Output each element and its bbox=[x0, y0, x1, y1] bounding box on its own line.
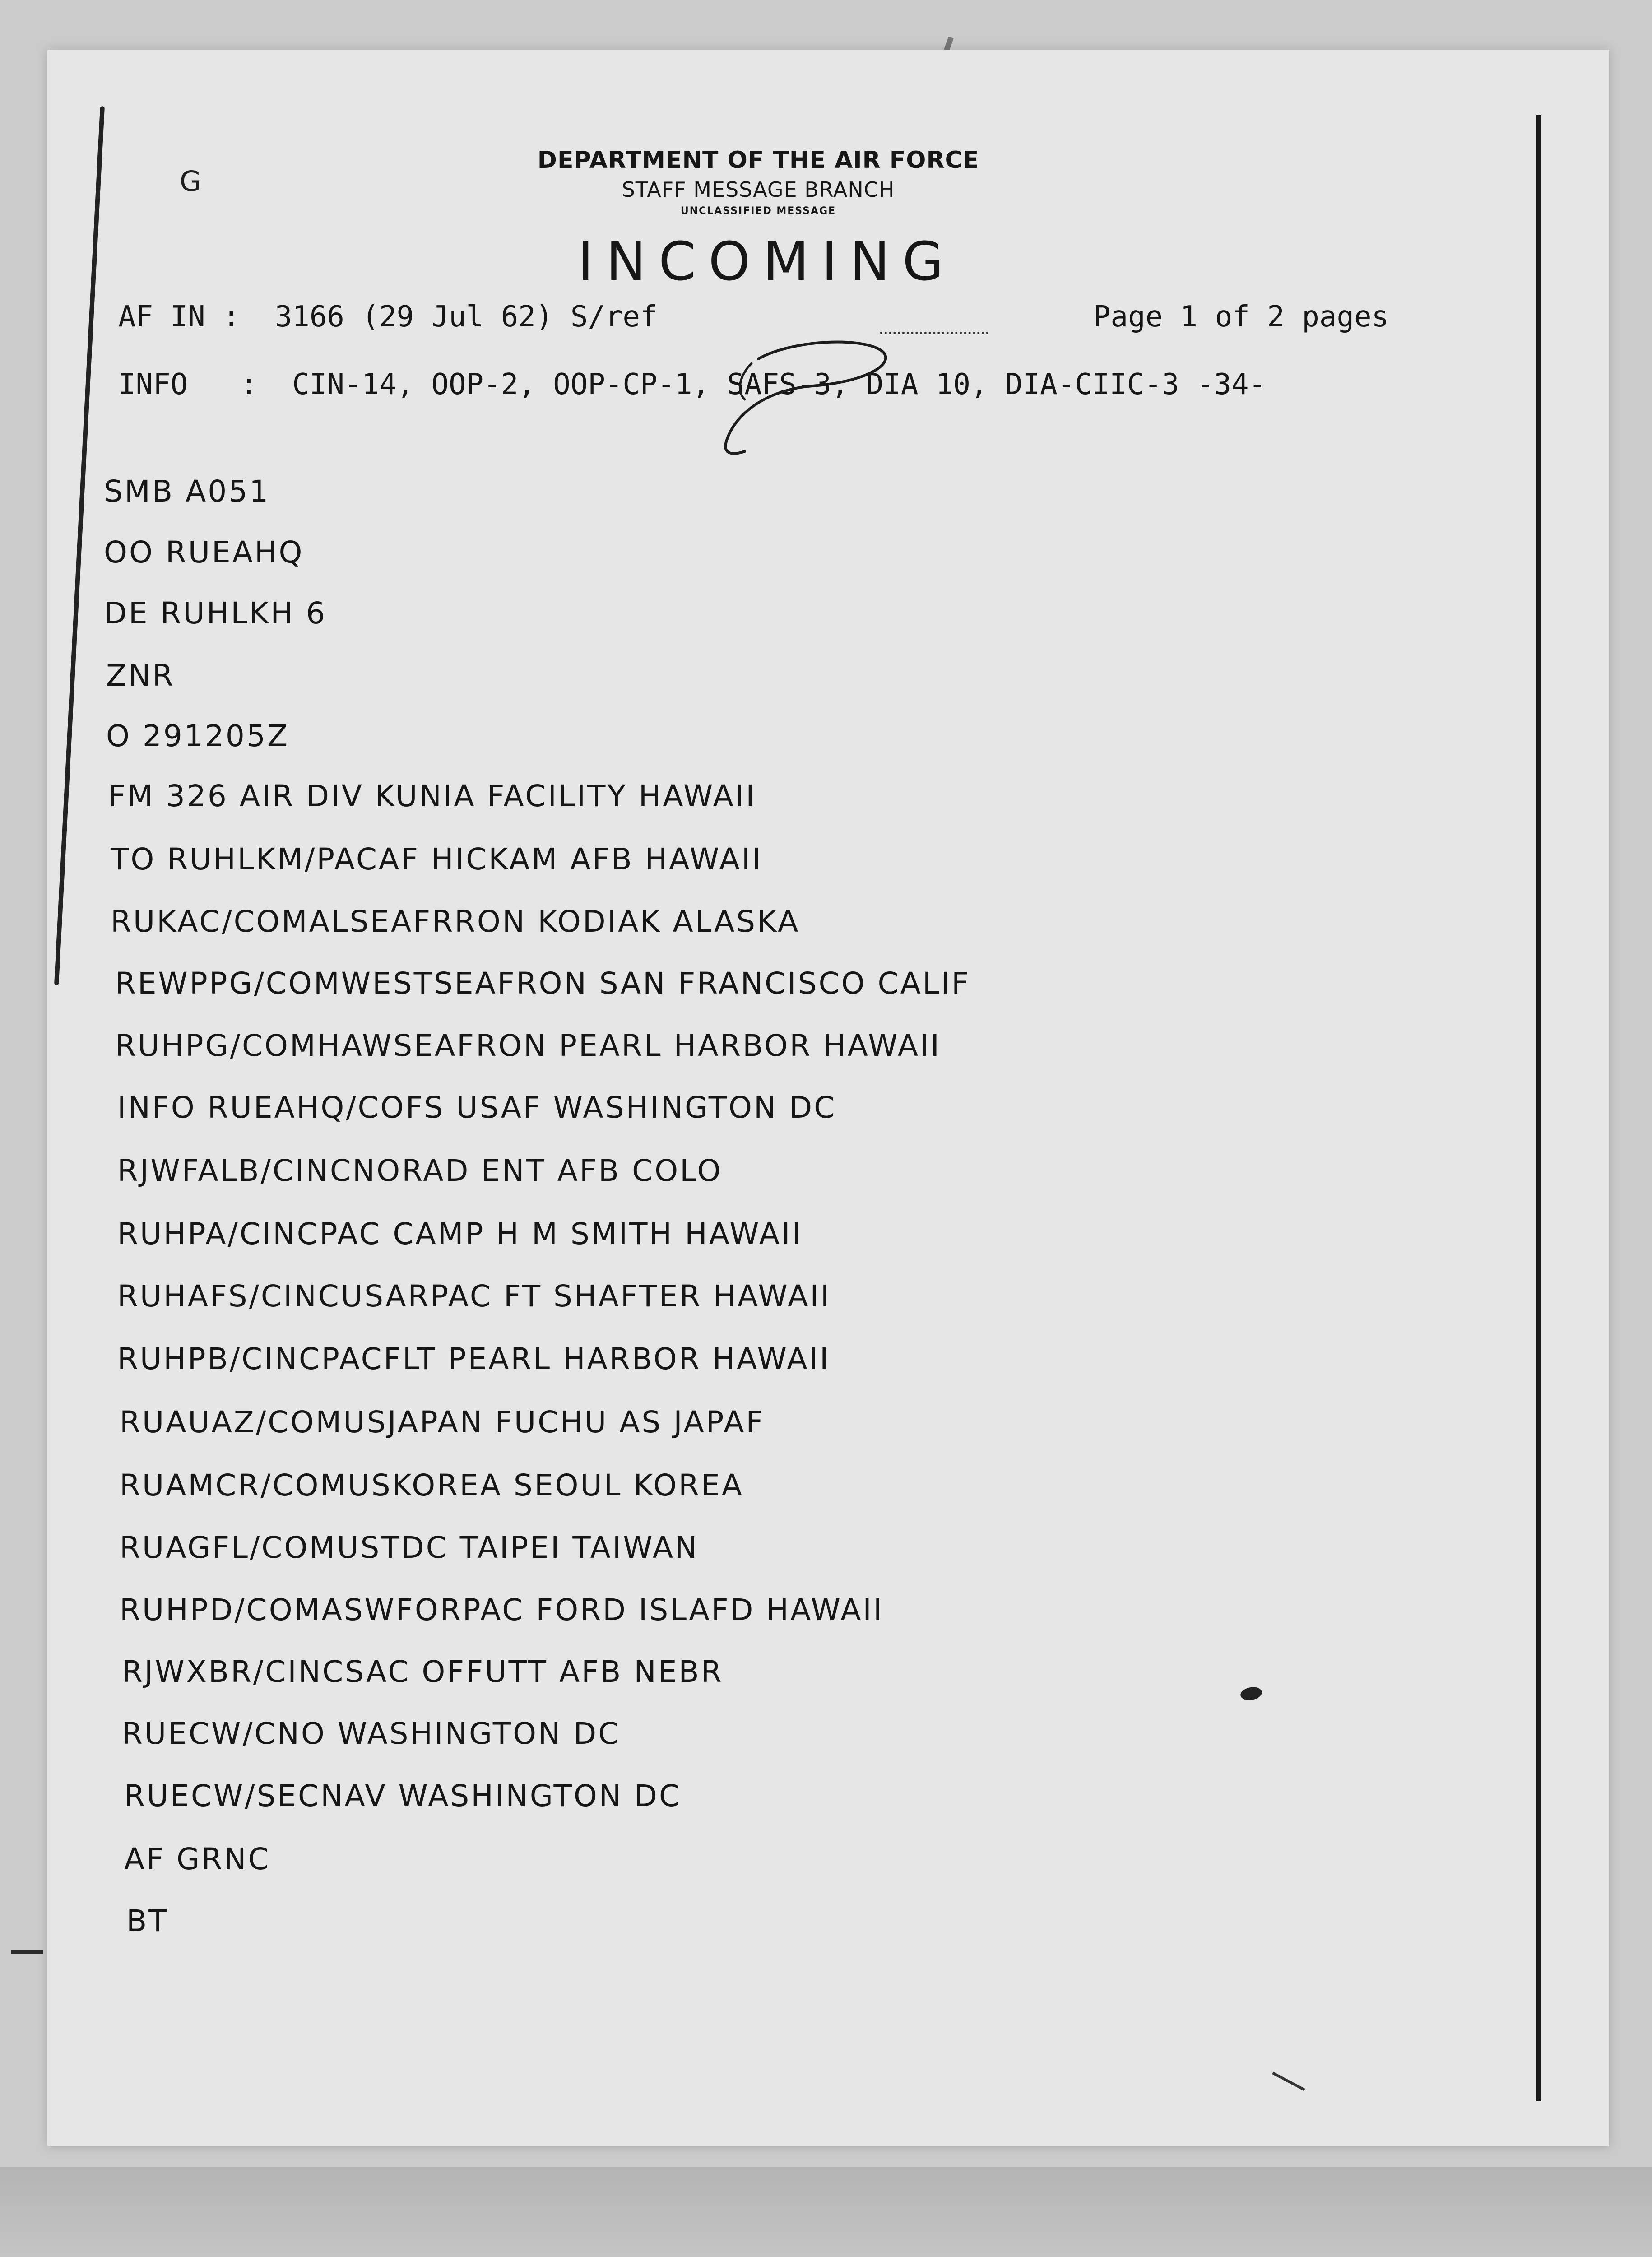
margin-dash bbox=[11, 1950, 43, 1954]
message-line: RUKAC/COMALSEAFRRON KODIAK ALASKA bbox=[111, 904, 800, 939]
message-line: AF GRNC bbox=[124, 1842, 271, 1876]
message-line: OO RUEAHQ bbox=[104, 535, 304, 570]
message-line: REWPPG/COMWESTSEAFRON SAN FRANCISCO CALIF bbox=[115, 966, 970, 1001]
message-line: DE RUHLKH 6 bbox=[104, 596, 327, 631]
letterhead bbox=[533, 147, 984, 217]
info-distribution: INFO : CIN-14, OOP-2, OOP-CP-1, SAFS-3, DIA 10, DIA-CIIC-3 -34- bbox=[118, 368, 1267, 401]
message-line: RUHPB/CINCPACFLT PEARL HARBOR HAWAII bbox=[117, 1342, 831, 1376]
message-line: RUAMCR/COMUSKOREA SEOUL KOREA bbox=[120, 1468, 744, 1503]
message-line: BT bbox=[126, 1904, 169, 1938]
message-line: TO RUHLKM/PACAF HICKAM AFB HAWAII bbox=[111, 842, 763, 877]
message-line: RUHAFS/CINCUSARPAC FT SHAFTER HAWAII bbox=[117, 1279, 831, 1314]
message-line: RUHPD/COMASWFORPAC FORD ISLAFD HAWAII bbox=[120, 1593, 884, 1627]
message-line: SMB A051 bbox=[104, 474, 270, 509]
message-line: RJWXBR/CINCSAC OFFUTT AFB NEBR bbox=[122, 1654, 724, 1689]
scan-background bbox=[0, 2167, 1652, 2257]
message-line: RJWFALB/CINCNORAD ENT AFB COLO bbox=[117, 1153, 723, 1188]
classification-label: UNCLASSIFIED MESSAGE bbox=[680, 205, 836, 217]
margin-line-right bbox=[1536, 115, 1541, 2101]
message-line: RUHPG/COMHAWSEAFRON PEARL HARBOR HAWAII bbox=[115, 1028, 941, 1063]
message-type-title: INCOMING bbox=[578, 230, 956, 293]
message-line: RUECW/SECNAV WASHINGTON DC bbox=[124, 1779, 682, 1813]
handwritten-circle-mark bbox=[709, 332, 961, 467]
message-line: RUECW/CNO WASHINGTON DC bbox=[122, 1716, 621, 1751]
message-line: FM 326 AIR DIV KUNIA FACILITY HAWAII bbox=[108, 779, 756, 813]
message-line: ZNR bbox=[106, 658, 175, 693]
af-in-reference: AF IN : 3166 (29 Jul 62) S/ref bbox=[118, 300, 658, 334]
message-line: O 291205Z bbox=[106, 719, 290, 753]
message-line: RUAGFL/COMUSTDC TAIPEI TAIWAN bbox=[120, 1530, 699, 1565]
department-name: DEPARTMENT OF THE AIR FORCE bbox=[537, 147, 979, 174]
message-line: RUHPA/CINCPAC CAMP H M SMITH HAWAII bbox=[117, 1217, 803, 1251]
corner-mark: G bbox=[180, 165, 202, 198]
message-line: RUAUAZ/COMUSJAPAN FUCHU AS JAPAF bbox=[120, 1405, 765, 1440]
page-indicator: Page 1 of 2 pages bbox=[1093, 300, 1389, 334]
branch-name: STAFF MESSAGE BRANCH bbox=[622, 177, 895, 202]
message-line: INFO RUEAHQ/COFS USAF WASHINGTON DC bbox=[117, 1090, 837, 1125]
